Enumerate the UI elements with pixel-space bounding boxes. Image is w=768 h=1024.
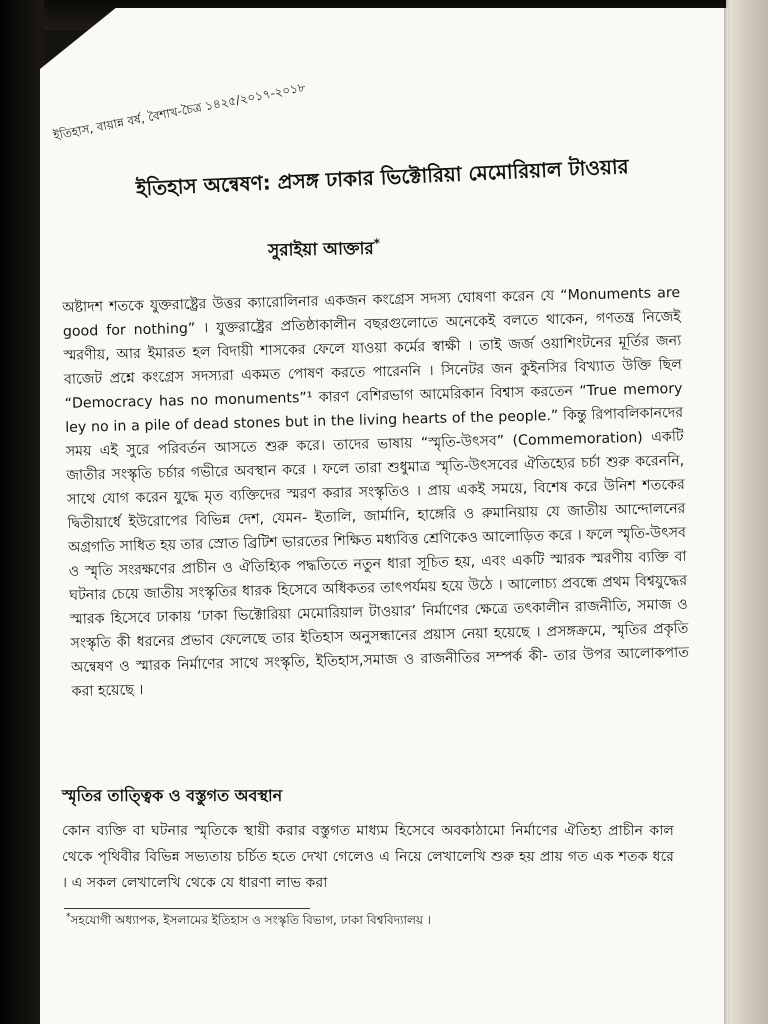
background-left-edge — [0, 0, 44, 1024]
footnote — [66, 912, 666, 932]
footnote-divider — [64, 908, 310, 909]
footnote-text: সহযোগী অধ্যাপক, ইসলামের ইতিহাস ও সংস্কৃতি বিভাগ, ঢাকা বিশ্ববিদ্যালয় । — [70, 913, 432, 927]
page-edge-shadow — [724, 0, 730, 1024]
body-paragraph: কোন ব্যক্তি বা ঘটনার স্মৃতিকে স্থায়ী করার বস্তুগত মাধ্যম হিসেবে অবকাঠামো নির্মাণের ঐতিহ্য প্রাচীন কাল থেকে পৃথিবীর বিভিন্ন সভ্যতায় চর্চিত হতে দেখা গেলেও এ নিয়ে লেখালেখি শুরু হয় প্রায় গত এক শতক ধরে । এ সকল লেখালেখি থেকে যে ধারণা লাভ করা — [62, 823, 674, 891]
article-title: ইতিহাস অন্বেষণ: প্রসঙ্গ ঢাকার ভিক্টোরিয়া মেমোরিয়াল টাওয়ার — [135, 154, 630, 201]
author-footnote-marker: * — [373, 236, 381, 251]
abstract-paragraph: অষ্টাদশ শতকে যুক্তরাষ্ট্রের উত্তর ক্যারোলিনার একজন কংগ্রেস সদস্য ঘোষণা করেন যে “Monuments are good for nothing” । যুক্তরাষ্ট্রের প্রতিষ্ঠাকালীন বছরগুলোতে অনেকেই বলতে থাকেন, গণতন্ত্র নিজেই স্মরণীয়, আর ইমারত হল বিদায়ী শাসকের ফেলে যাওয়া কর্মের স্বাক্ষী । তাই জর্জ ওয়াশিংটনের মূর্তির জন্য বাজেট প্রশ্নে কংগ্রেস সদস্যরা একমত পোষণ করতে পারেননি । সিনেটর জন কুইনসির বিখ্যাত উক্তি ছিল “Democracy has no monuments”¹ কারণ বেশিরভাগ আমেরিকান বিশ্বাস করতেন “True memory ley no in a pile of dead stones but in the living hearts of the people.” কিন্তু রিপাবলিকানদের সময় এই সুরে পরিবর্তন আসতে শুরু করে। তাদের ভাষায় “স্মৃতি-উৎসব” (Commemoration) একটি জাতীর সংস্কৃতি চর্চার গভীরে অবস্থান করে । ফলে তারা শুধুমাত্র স্মৃতি-উৎসবের ঐতিহ্যের চর্চা শুরু করেননি, সাথে যোগ করেন যুদ্ধে মৃত ব্যক্তিদের স্মরণ করার সংস্কৃতিও । প্রায় একই সময়ে, বিশেষ করে উনিশ শতকের দ্বিতীয়ার্ধে ইউরোপের বিভিন্ন দেশ, যেমন- ইতালি, জার্মানি, হাঙ্গেরি ও রুমানিয়ায় যে জাতীয় আন্দোলনের অগ্রগতি সাধিত হয় তার স্রোত ব্রিটিশ ভারতের শিক্ষিত মধ্যবিত্ত শ্রেণিকেও আলোড়িত করে । ফলে স্মৃতি-উৎসব ও স্মৃতি সংরক্ষণের প্রাচীন ও ঐতিহ্যিক পদ্ধতিতে নতুন ধারা সূচিত হয়, এবং একটি স্মারক স্মরণীয় ব্যক্তি বা ঘটনার চেয়ে জাতীয় সংস্কৃতির ধারক হিসেবে অধিকতর তাৎপর্যময় হয়ে উঠে । আলোচ্য প্রবন্ধে প্রথম বিশ্বযুদ্ধের স্মারক হিসেবে ঢাকায় ‘ঢাকা ভিক্টোরিয়া মেমোরিয়াল টাওয়ার’ নির্মাণের ক্ষেত্রে তৎকালীন রাজনীতি, সমাজ ও সংস্কৃতি কী ধরনের প্রভাব ফেলেছে তার ইতিহাস অনুসন্ধানের প্রয়াস নেয়া হয়েছে । প্রসঙ্গক্রমে, স্মৃতির প্রকৃতি অন্বেষণ ও স্মারক নির্মাণের সাথে সংস্কৃতি, ইতিহাস,সমাজ ও রাজনীতির সম্পর্ক কী- তার উপর আলোকপাত করা হয়েছে । — [62, 284, 690, 700]
footnote-marker: * — [66, 912, 71, 922]
running-head: ইতিহাস, বায়ান্ন বর্ষ, বৈশাখ-চৈত্র ১৪২৫/২০১৭-২০১৮ — [52, 80, 307, 143]
author-line — [268, 234, 468, 265]
background-right-edge — [726, 0, 768, 1024]
section-heading: স্মৃতির তাত্ত্বিক ও বস্তুগত অবস্থান — [62, 786, 283, 805]
author-name: সুরাইয়া আক্তার — [267, 238, 374, 261]
